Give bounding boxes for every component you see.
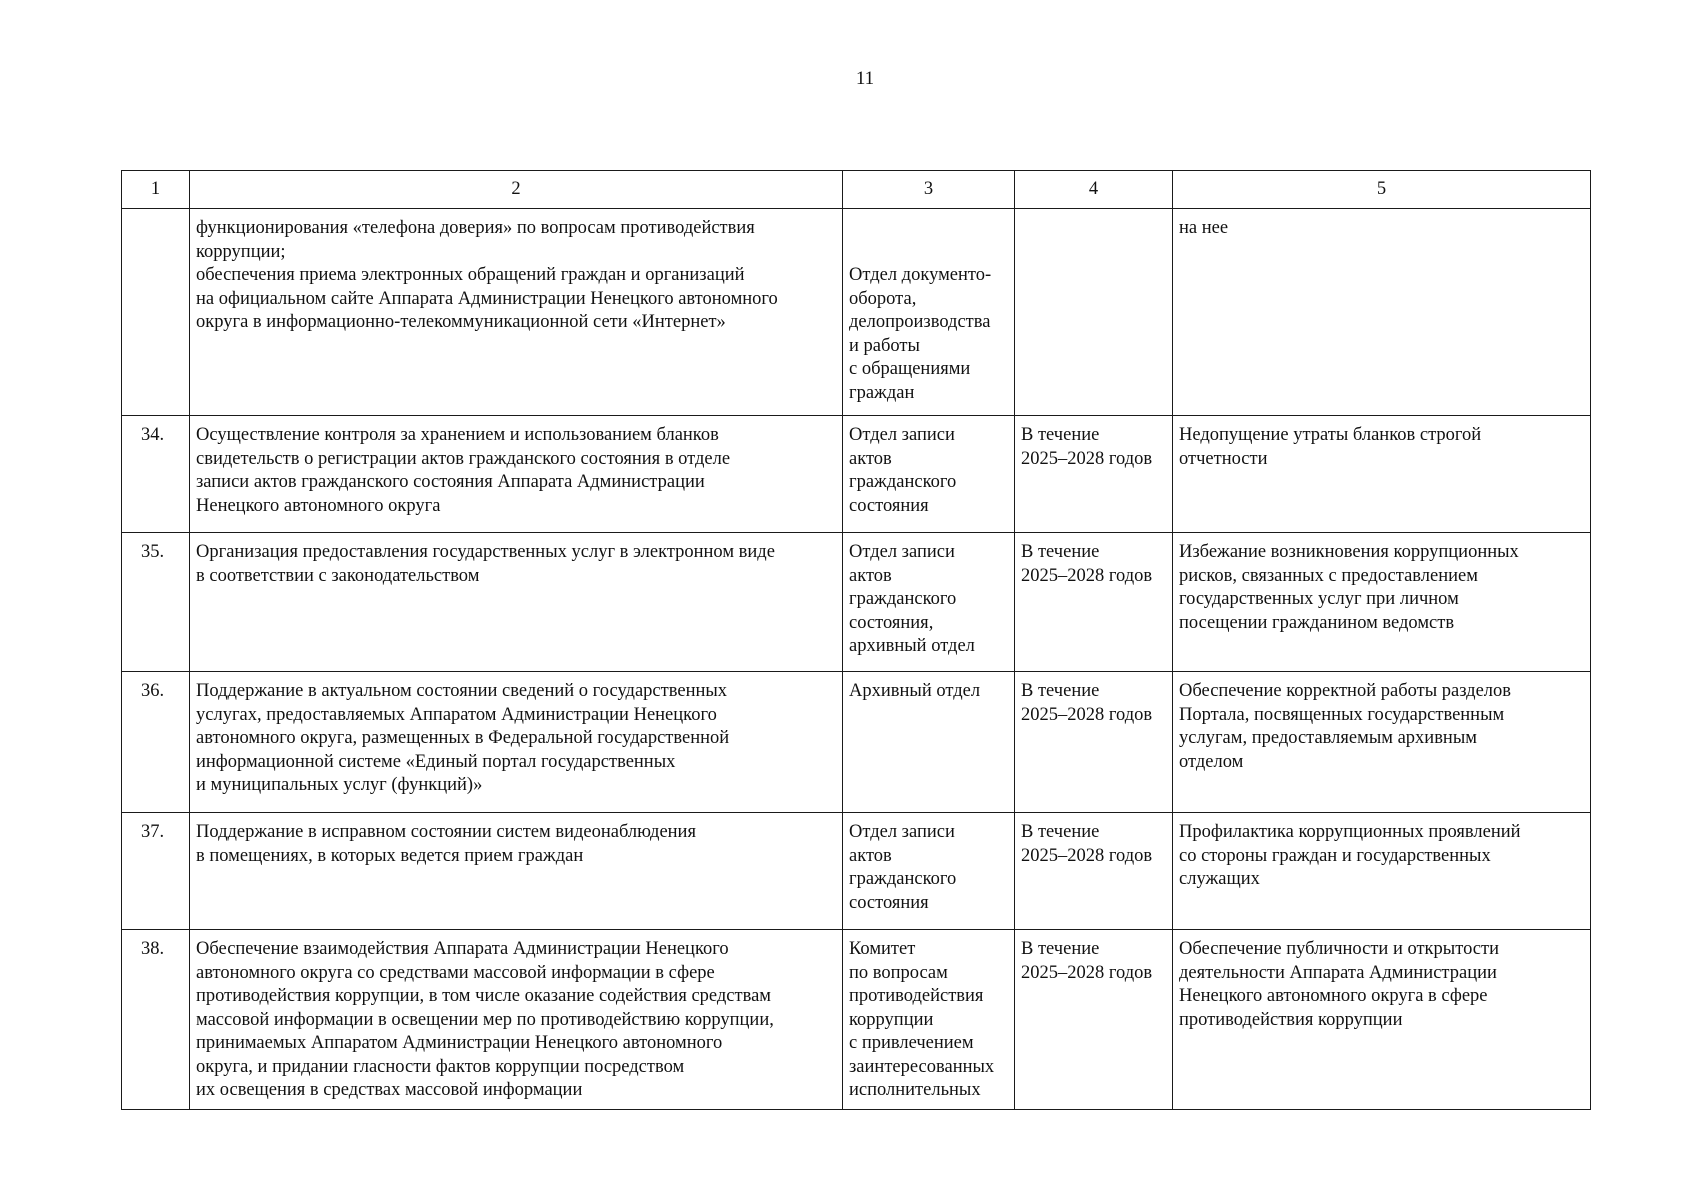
row-number: 35. <box>122 533 190 672</box>
responsible-line: оборота, <box>849 288 917 309</box>
measure-line: их освещения в средствах массовой информации <box>196 1080 583 1100</box>
responsible-line: делопроизводства <box>849 312 991 332</box>
result-line: Обеспечение публичности и открытости <box>1179 939 1499 959</box>
term-line: 2025–2028 годов <box>1021 845 1153 866</box>
measures-table <box>121 170 1591 1110</box>
responsible-line: с привлечением <box>849 1033 974 1053</box>
measure-line: на официальном сайте Аппарата Администрации Ненецкого автономного <box>196 288 778 309</box>
measure-line: принимаемых Аппаратом Администрации Ненецкого автономного <box>196 1033 723 1053</box>
table-row <box>122 416 1591 533</box>
responsible-line: актов <box>849 565 892 586</box>
measure-line: округа, и придании гласности фактов коррупции посредством <box>196 1056 685 1077</box>
responsible-line: состояния, <box>849 612 934 633</box>
responsible-cell <box>843 672 1015 813</box>
responsible-line: состояния <box>849 495 929 516</box>
responsible-line: и работы <box>849 335 920 356</box>
measure-line: Поддержание в актуальном состоянии сведений о государственных <box>196 681 728 701</box>
responsible-line: гражданского <box>849 869 957 889</box>
result-line: Профилактика коррупционных проявлений <box>1179 822 1521 842</box>
responsible-line: архивный отдел <box>849 636 975 656</box>
measure-line: информационной системе «Единый портал государственных <box>196 751 676 772</box>
measure-line: округа в информационно-телекоммуникационной сети «Интернет» <box>196 312 726 332</box>
result-cell <box>1173 813 1591 930</box>
responsible-line: Комитет <box>849 939 916 959</box>
result-line: Недопущение утраты бланков строгой <box>1179 425 1482 445</box>
term-cell <box>1015 672 1173 813</box>
measure-cell <box>190 930 843 1110</box>
term-cell <box>1015 533 1173 672</box>
measure-line: Организация предоставления государственных услуг в электронном виде <box>196 542 775 562</box>
responsible-line: граждан <box>849 382 915 403</box>
result-line: Ненецкого автономного округа в сфере <box>1179 986 1488 1006</box>
result-cell <box>1173 209 1591 416</box>
measure-line: функционирования «телефона доверия» по вопросам противодействия <box>196 218 755 238</box>
result-cell <box>1173 416 1591 533</box>
responsible-cell <box>843 533 1015 672</box>
responsible-line: заинтересованных <box>849 1056 995 1077</box>
measure-line: в соответствии с законодательством <box>196 565 480 586</box>
term-line: В течение <box>1021 681 1100 701</box>
term-line: 2025–2028 годов <box>1021 448 1153 469</box>
column-header-5: 5 <box>1173 171 1591 209</box>
result-cell <box>1173 533 1591 672</box>
measure-line: автономного округа со средствами массовой информации в сфере <box>196 962 715 983</box>
responsible-line: Отдел записи <box>849 542 955 562</box>
measure-line: Поддержание в исправном состоянии систем видеонаблюдения <box>196 822 696 842</box>
responsible-cell <box>843 209 1015 416</box>
term-cell <box>1015 813 1173 930</box>
responsible-line: по вопросам <box>849 962 948 983</box>
responsible-line: состояния <box>849 892 929 913</box>
row-number: 38. <box>122 930 190 1110</box>
measure-line: коррупции; <box>196 241 286 262</box>
measure-line: Осуществление контроля за хранением и использованием бланков <box>196 425 719 445</box>
result-line: отделом <box>1179 751 1244 772</box>
result-line: рисков, связанных с предоставлением <box>1179 565 1478 586</box>
table-row <box>122 533 1591 672</box>
responsible-line: коррупции <box>849 1009 934 1030</box>
responsible-line: Архивный отдел <box>849 681 981 701</box>
responsible-line: актов <box>849 845 892 866</box>
column-header-3: 3 <box>843 171 1015 209</box>
responsible-line: актов <box>849 448 892 469</box>
row-number <box>122 209 190 416</box>
term-line: В течение <box>1021 542 1100 562</box>
measure-line: и муниципальных услуг (функций)» <box>196 775 483 795</box>
measure-line: автономного округа, размещенных в Федеральной государственной <box>196 728 730 748</box>
result-line: со стороны граждан и государственных <box>1179 845 1491 866</box>
measure-cell <box>190 209 843 416</box>
table-row <box>122 209 1591 416</box>
measure-line: Ненецкого автономного округа <box>196 495 441 516</box>
result-line: Избежание возникновения коррупционных <box>1179 542 1519 562</box>
table-row <box>122 813 1591 930</box>
responsible-line: с обращениями <box>849 359 971 379</box>
result-line: государственных услуг при личном <box>1179 589 1459 609</box>
result-line: отчетности <box>1179 448 1268 469</box>
responsible-line: гражданского <box>849 589 957 609</box>
measure-line: обеспечения приема электронных обращений граждан и организаций <box>196 265 745 285</box>
measure-line: услугах, предоставляемых Аппаратом Администрации Ненецкого <box>196 704 717 725</box>
measure-cell <box>190 672 843 813</box>
measure-line: свидетельств о регистрации актов гражданского состояния в отделе <box>196 448 731 469</box>
result-line: услугам, предоставляемым архивным <box>1179 728 1477 748</box>
result-line: Обеспечение корректной работы разделов <box>1179 681 1512 701</box>
responsible-line: гражданского <box>849 472 957 492</box>
responsible-line: Отдел записи <box>849 822 955 842</box>
term-cell <box>1015 416 1173 533</box>
result-line: посещении гражданином ведомств <box>1179 612 1455 633</box>
responsible-line: Отдел документо- <box>849 265 992 285</box>
responsible-cell <box>843 416 1015 533</box>
term-line: 2025–2028 годов <box>1021 704 1153 725</box>
result-cell <box>1173 930 1591 1110</box>
responsible-line: противодействия <box>849 986 984 1006</box>
table-row <box>122 672 1591 813</box>
measure-line: противодействия коррупции, в том числе оказание содействия средствам <box>196 986 772 1006</box>
responsible-cell <box>843 930 1015 1110</box>
result-line: деятельности Аппарата Администрации <box>1179 962 1497 983</box>
result-line: Портала, посвященных государственным <box>1179 704 1505 725</box>
term-line: 2025–2028 годов <box>1021 565 1153 586</box>
term-line: В течение <box>1021 939 1100 959</box>
page-number: 11 <box>855 68 875 89</box>
column-header-4: 4 <box>1015 171 1173 209</box>
column-header-1: 1 <box>122 171 190 209</box>
term-cell <box>1015 209 1173 416</box>
row-number: 37. <box>122 813 190 930</box>
row-number: 36. <box>122 672 190 813</box>
measure-line: записи актов гражданского состояния Аппарата Администрации <box>196 472 705 492</box>
responsible-cell <box>843 813 1015 930</box>
term-line: В течение <box>1021 425 1100 445</box>
term-cell <box>1015 930 1173 1110</box>
result-cell <box>1173 672 1591 813</box>
measure-line: массовой информации в освещении мер по противодействию коррупции, <box>196 1009 774 1030</box>
term-line: 2025–2028 годов <box>1021 962 1153 983</box>
result-line: противодействия коррупции <box>1179 1009 1403 1030</box>
responsible-line: Отдел записи <box>849 425 955 445</box>
result-line: служащих <box>1179 869 1260 889</box>
table-header-row <box>122 171 1591 209</box>
measure-line: Обеспечение взаимодействия Аппарата Администрации Ненецкого <box>196 939 729 959</box>
column-header-2: 2 <box>190 171 843 209</box>
responsible-line: исполнительных <box>849 1080 981 1100</box>
term-line: В течение <box>1021 822 1100 842</box>
measure-cell <box>190 813 843 930</box>
result-line: на нее <box>1179 218 1229 238</box>
row-number: 34. <box>122 416 190 533</box>
measure-cell <box>190 533 843 672</box>
measure-line: в помещениях, в которых ведется прием граждан <box>196 845 584 866</box>
measure-cell <box>190 416 843 533</box>
table-row <box>122 930 1591 1110</box>
